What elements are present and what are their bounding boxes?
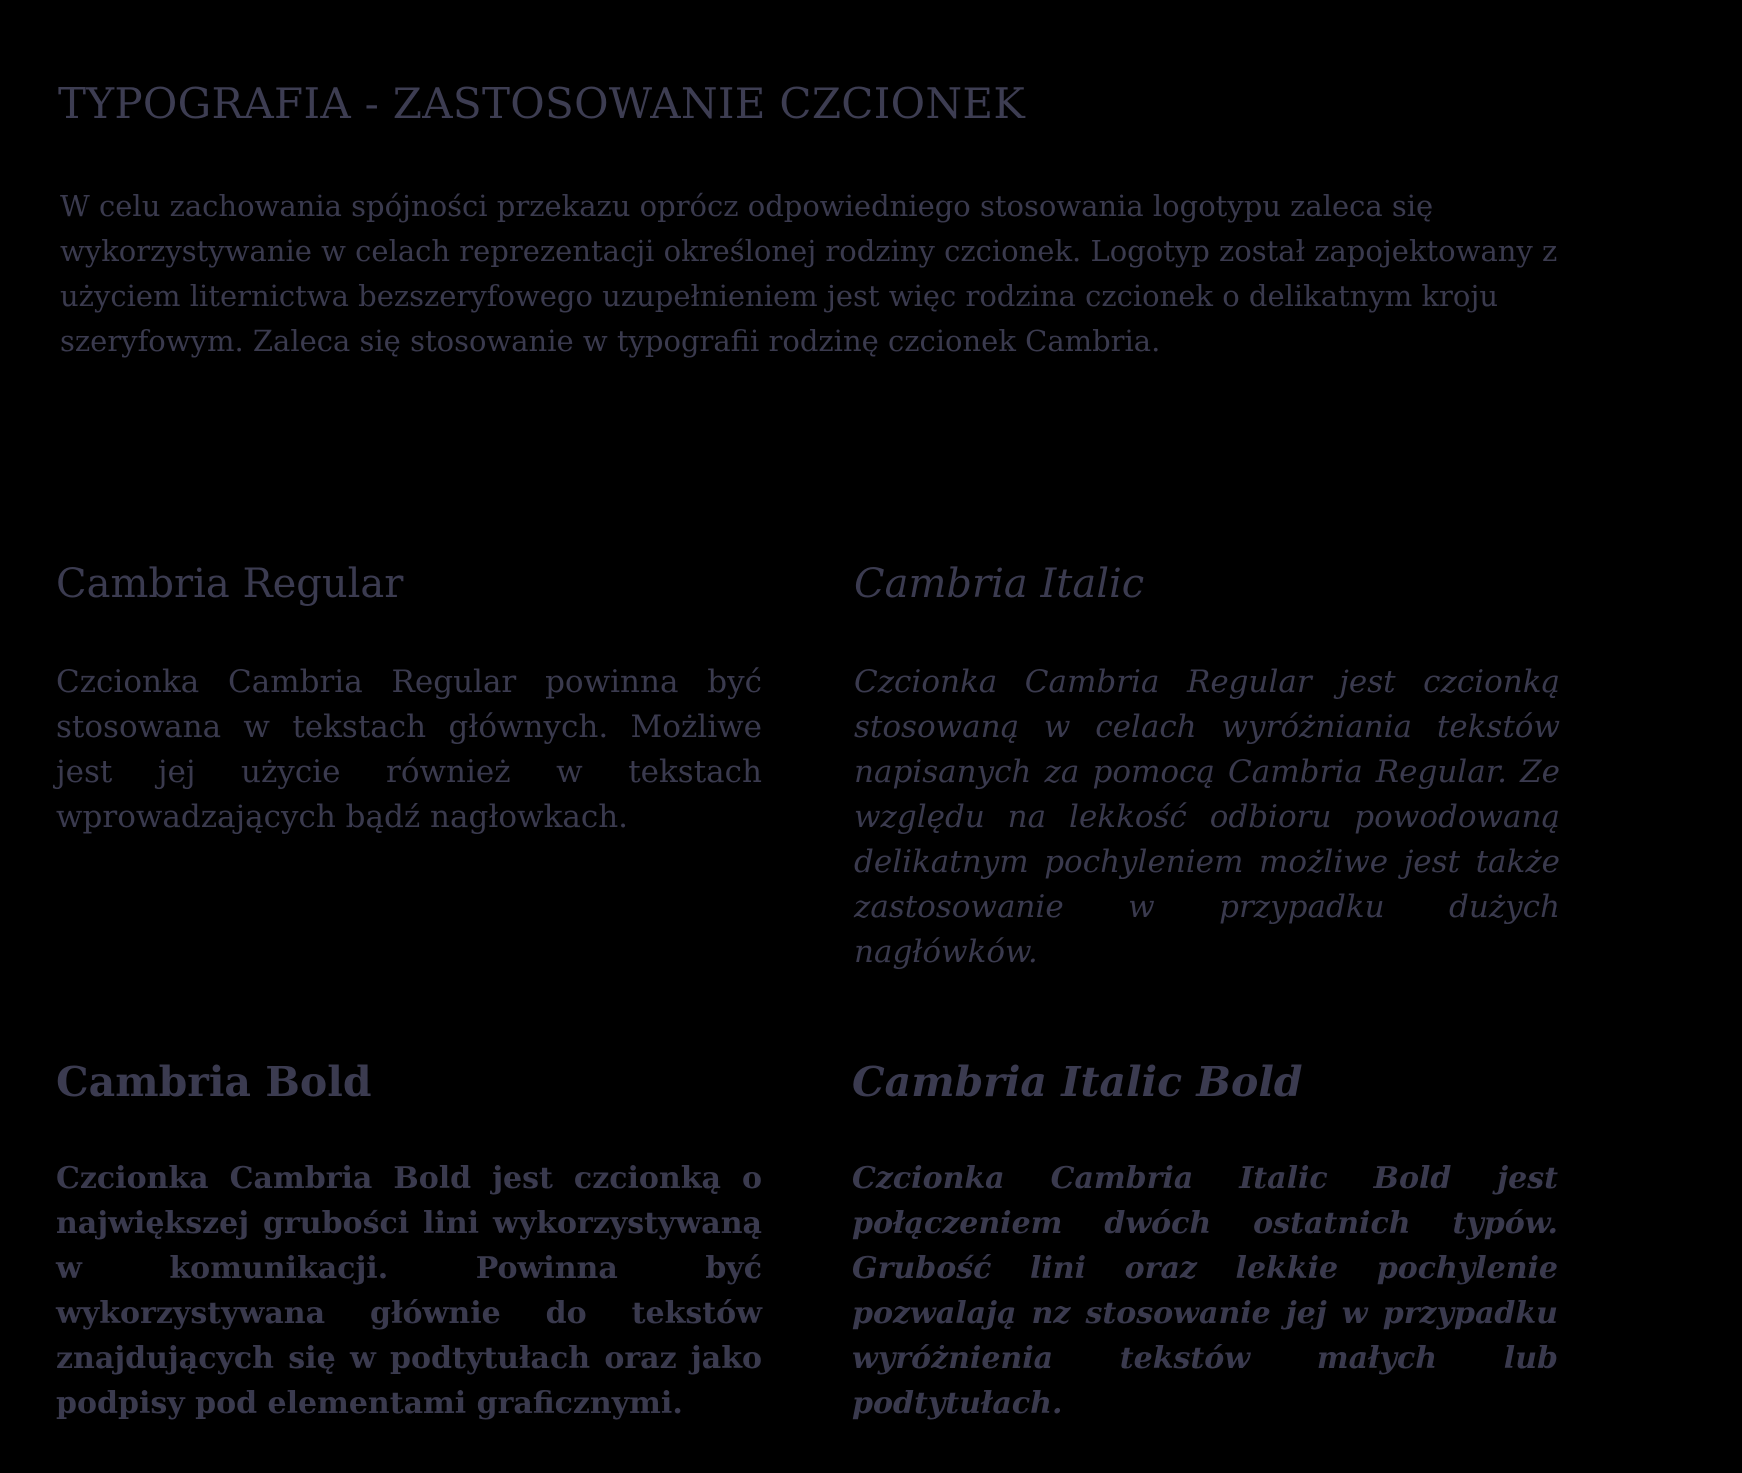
font-description-regular: Czcionka Cambria Regular powinna być stosowana w tekstach głównych. Możliwe jest jej użycie również w tekstach wprowadzających bądź nagłowkach. [56,664,762,835]
font-heading-regular: Cambria Regular [56,561,404,607]
font-heading-bold: Cambria Bold [56,1058,372,1106]
font-section-bold [56,1054,762,1426]
font-heading-italic: Cambria Italic [854,561,1145,607]
page-title: TYPOGRAFIA - ZASTOSOWANIE CZCIONEK [58,79,1026,128]
font-section-bold-italic [852,1054,1558,1426]
font-section-regular [56,556,762,840]
font-section-italic [854,556,1560,975]
font-description-italic: Czcionka Cambria Regular jest czcionką stosowaną w celach wyróżniania tekstów napisanych za pomocą Cambria Regular. Ze względu na lekkość odbioru powodowaną delikatnym pochyleniem możliwe jest także zastosowanie w przypadku dużych nagłówków. [854,664,1560,970]
intro-paragraph: W celu zachowania spójności przekazu oprócz odpowiedniego stosowania logotypu zaleca się wykorzystywanie w celach reprezentacji określonej rodziny czcionek. Logotyp został zapojektowany z użyciem liternictwa bezszeryfowego uzupełnieniem jest więc rodzina czcionek o delikatnym kroju szeryfowym. Zaleca się stosowanie w typografii rodzinę czcionek Cambria. [60,189,1558,358]
font-description-bold: Czcionka Cambria Bold jest czcionką o największej grubości lini wykorzystywaną w komunikacji. Powinna być wykorzystywana głównie do tekstów znajdujących się w podtytułach oraz jako podpisy pod elementami graficznymi. [56,1161,762,1421]
font-description-bold-italic: Czcionka Cambria Italic Bold jest połączeniem dwóch ostatnich typów. Grubość lini oraz lekkie pochylenie pozwalają nz stosowanie jej w przypadku wyróżnienia tekstów małych lub podtytułach. [852,1161,1558,1421]
font-heading-bold-italic: Cambria Italic Bold [852,1058,1303,1106]
